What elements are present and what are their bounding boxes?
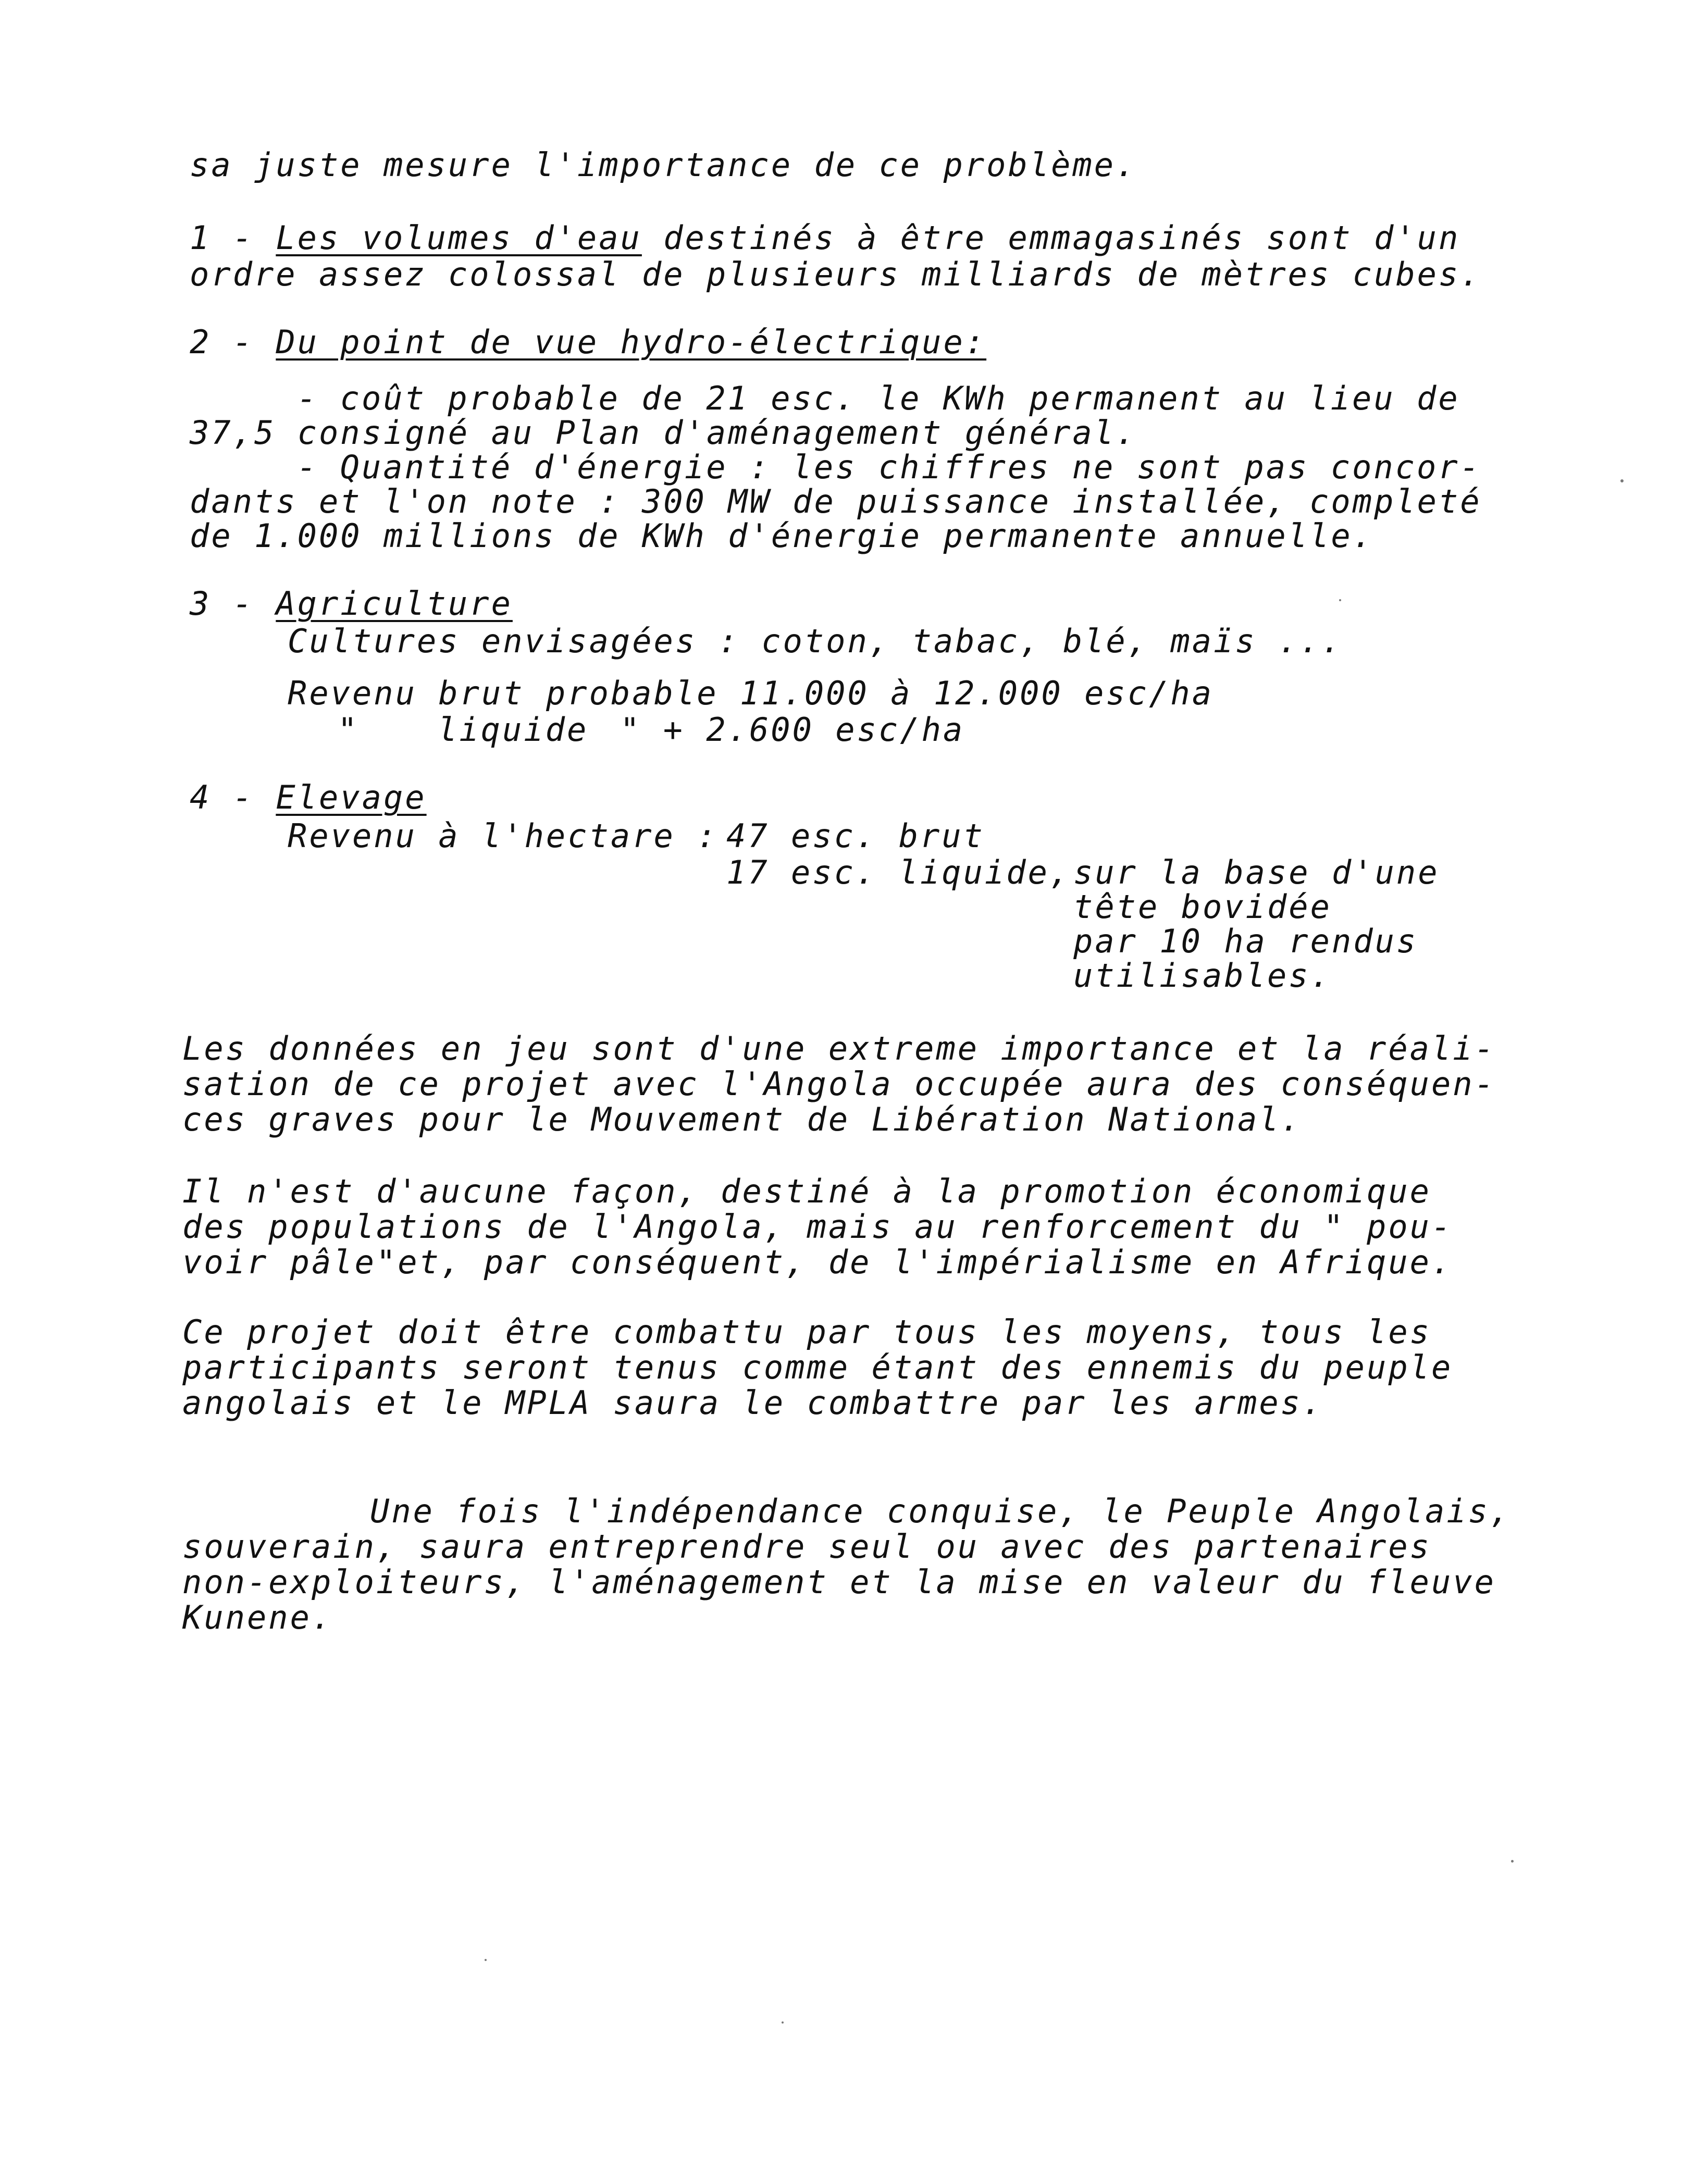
item2-heading: Du point de vue hydro-électrique: bbox=[276, 323, 987, 361]
closing-line: non-exploiteurs, l'aménagement et la mise en valeur du fleuve bbox=[182, 1563, 1496, 1601]
paragraph1-line: sation de ce projet avec l'Angola occupée aura des conséquen- bbox=[182, 1065, 1496, 1103]
item4-note-line: utilisables. bbox=[1073, 957, 1332, 995]
paragraph2-line: des populations de l'Angola, mais au renforcement du " pou- bbox=[182, 1208, 1453, 1246]
item3-revenu-brut: Revenu brut probable 11.000 à 12.000 esc/ha bbox=[288, 674, 1214, 712]
item4-number: 4 - bbox=[190, 778, 254, 816]
item2-number: 2 - bbox=[190, 323, 254, 361]
paragraph1-line: Les données en jeu sont d'une extreme importance et la réali- bbox=[182, 1029, 1496, 1068]
item4-note-line: tête bovidée bbox=[1073, 888, 1332, 926]
item3-revenu-liquide-label: liquide bbox=[438, 711, 589, 749]
scan-speck bbox=[1339, 599, 1341, 601]
closing-line: souverain, saura entreprendre seul ou avec des partenaires bbox=[182, 1528, 1431, 1566]
scan-speck bbox=[1620, 479, 1624, 482]
paragraph3-line: participants seront tenus comme étant des ennemis du peuple bbox=[182, 1348, 1453, 1386]
item1-line1-rest: destinés à être emmagasinés sont d'un bbox=[663, 219, 1460, 257]
paragraph2-line: Il n'est d'aucune façon, destiné à la promotion économique bbox=[182, 1172, 1431, 1210]
item3-revenu-liquide-value: " + 2.600 esc/ha bbox=[620, 711, 965, 749]
item3-cultures: Cultures envisagées : coton, tabac, blé, maïs ... bbox=[288, 622, 1343, 660]
item2-line: de 1.000 millions de KWh d'énergie permanente annuelle. bbox=[190, 517, 1374, 555]
item2-line: dants et l'on note : 300 MW de puissance installée, completé bbox=[190, 482, 1482, 520]
paragraph2-line: voir pâle"et, par conséquent, de l'impérialisme en Afrique. bbox=[182, 1243, 1453, 1281]
item4-note-line: par 10 ha rendus bbox=[1073, 922, 1418, 960]
scan-speck bbox=[485, 1959, 487, 1961]
paragraph1-line: ces graves pour le Mouvement de Libération National. bbox=[182, 1100, 1303, 1138]
item3-revenu-liquide-ditto: " bbox=[338, 711, 360, 749]
item3-number: 3 - bbox=[190, 585, 254, 623]
item1-number: 1 - bbox=[190, 219, 254, 257]
scan-speck bbox=[1511, 1860, 1514, 1863]
item2-line: - coût probable de 21 esc. le KWh permanent au lieu de bbox=[297, 379, 1460, 417]
item4-revenu-label: Revenu à l'hectare : bbox=[288, 817, 719, 855]
item1-line2: ordre assez colossal de plusieurs milliards de mètres cubes. bbox=[190, 255, 1482, 293]
scan-speck bbox=[782, 2021, 784, 2024]
item1-line1 bbox=[190, 220, 1460, 256]
closing-line: Une fois l'indépendance conquise, le Peuple Angolais, bbox=[370, 1492, 1512, 1530]
item2-heading-line bbox=[190, 324, 986, 361]
item4-brut: 47 esc. brut bbox=[726, 817, 985, 855]
item2-line: 37,5 consigné au Plan d'aménagement général. bbox=[190, 414, 1137, 452]
item4-liquide: 17 esc. liquide, bbox=[726, 853, 1071, 891]
closing-line: Kunene. bbox=[182, 1598, 333, 1636]
intro-line: sa juste mesure l'importance de ce problème. bbox=[190, 146, 1137, 184]
item4-heading: Elevage bbox=[276, 778, 427, 816]
item2-line: - Quantité d'énergie : les chiffres ne sont pas concor- bbox=[297, 448, 1481, 486]
item1-underlined: Les volumes d'eau bbox=[276, 219, 642, 257]
item4-heading-line bbox=[190, 779, 427, 816]
item3-heading: Agriculture bbox=[276, 585, 513, 623]
item3-heading-line bbox=[190, 586, 513, 622]
paragraph3-line: angolais et le MPLA saura le combattre par les armes. bbox=[182, 1384, 1324, 1422]
item4-note-line: sur la base d'une bbox=[1073, 853, 1440, 891]
paragraph3-line: Ce projet doit être combattu par tous les moyens, tous les bbox=[182, 1313, 1431, 1351]
